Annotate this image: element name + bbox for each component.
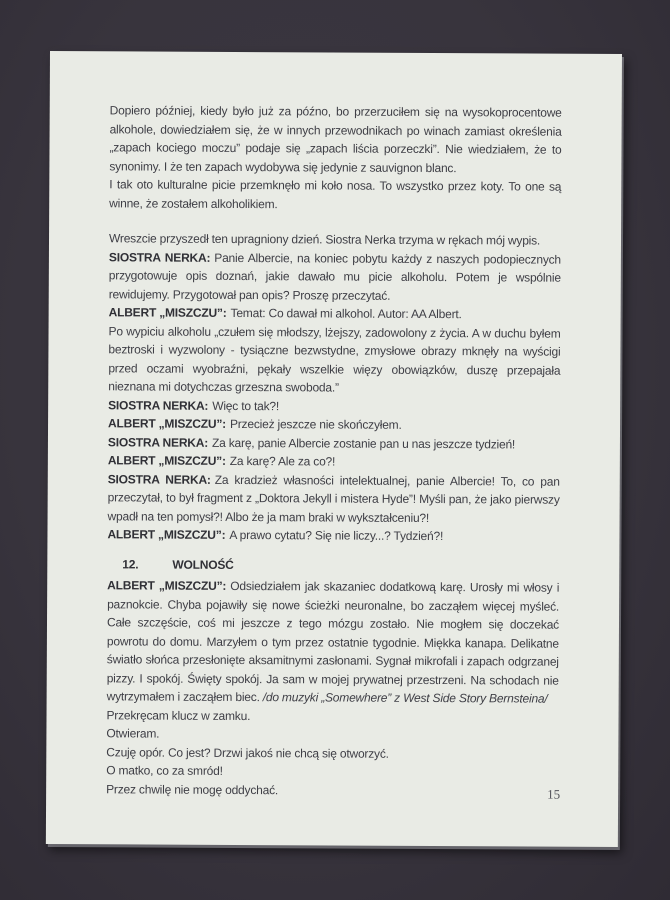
section-number: 12.	[122, 556, 139, 571]
page-content	[106, 101, 562, 800]
narration-text: Otwieram.	[106, 726, 160, 741]
narration-paragraph	[106, 706, 558, 727]
narration-text: Przez chwilę nie mogę oddychać.	[106, 781, 279, 797]
narration-paragraph	[106, 761, 558, 782]
narration-text: O matko, co za smród!	[106, 763, 223, 778]
dialogue-line	[108, 470, 560, 528]
dialogue-line	[108, 396, 560, 417]
dialogue-line	[109, 248, 561, 306]
narration-text: Po wypiciu alkoholu „czułem się młodszy, lżejszy, zadowolony z życia. A w duchu byłem beztroski i wyzwolony - tysiączne bezwstydne, zmysłowe obrazy mknęły na wyścigi przed oczami wyobraźni, pękały wszelkie więzy obowiązków, duszę przepajała nieznana mi dotychczas grzeszna swoboda.”	[108, 323, 561, 395]
speaker-name: SIOSTRA NERKA:	[108, 249, 211, 265]
narration-paragraph	[108, 322, 560, 398]
stage-direction: /do muzyki „Somewhere” z West Side Story Bernsteina/	[262, 690, 548, 706]
dialogue-text: Przecież jeszcze nie skończyłem.	[229, 416, 402, 432]
narration-paragraph	[106, 743, 558, 764]
page-number: 15	[547, 786, 561, 802]
section-title: WOLNOŚĆ	[172, 557, 234, 572]
dialogue-line	[109, 303, 561, 324]
document-page	[46, 51, 622, 847]
narration-text: Czuję opór. Co jest? Drzwi jakoś nie chcą się otworzyć.	[106, 744, 389, 761]
dialogue-text: Temat: Co dawał mi alkohol. Autor: AA Albert.	[230, 305, 462, 322]
narration-paragraph	[109, 101, 561, 177]
narration-paragraph	[109, 175, 561, 214]
speaker-name: ALBERT „MISZCZU”:	[108, 305, 227, 320]
dialogue-text: Panie Albercie, na koniec pobytu każdy z naszych podopiecznych przygotowuje opis doznań, jakie dawało mu picie alkoholu. Potem je wspólnie rewidujemy. Przygotował pan opis? Proszę przeczytać.	[108, 250, 561, 303]
speaker-name: ALBERT „MISZCZU”:	[107, 578, 227, 593]
narration-text: Przekręcam klucz w zamku.	[106, 707, 251, 723]
dialogue-line	[108, 414, 560, 435]
dialogue-line	[108, 433, 560, 454]
section-heading	[107, 555, 559, 576]
speaker-name: SIOSTRA NERKA:	[108, 397, 209, 413]
narration-text: Wreszcie przyszedł ten upragniony dzień. Siostra Nerka trzyma w rękach mój wypis.	[108, 231, 541, 248]
dialogue-text: Odsiedziałem jak skazaniec dodatkową karę. Urosły mi włosy i paznokcie. Chyba pojawiły się nowe ścieżki neuronalne, bo zacząłem więcej myśleć. Całe szczęście, coś mi jeszcze z tego mózgu zostało. Nie mogłem się doczekać powrotu do domu. Marzyłem o tym przez ostatnie tygodnie. Miękka kanapa. Delikatne światło słońca przesłonięte aksamitnymi zasłonami. Sygnał mikrofali i zapach odgrzanej pizzy. I spokój. Święty spokój. Ja sam w mojej prywatnej przestrzeni. Na schodach nie wytrzymałem i zacząłem biec.	[106, 578, 560, 705]
speaker-name: ALBERT „MISZCZU”:	[107, 453, 226, 468]
speaker-name: ALBERT „MISZCZU”:	[107, 527, 226, 542]
dialogue-text: Za kradzież własności intelektualnej, panie Albercie! To, co pan przeczytał, to był fragment z „Doktora Jekyll i mistera Hyde”! Myśli pan, że jako pierwszy wpadł na ten pomysł?! Albo że ja mam braki w wykształceniu?!	[107, 472, 560, 525]
dialogue-line	[108, 451, 560, 472]
dialogue-line	[107, 525, 559, 546]
speaker-name: SIOSTRA NERKA:	[107, 434, 209, 450]
narration-paragraph	[106, 724, 558, 745]
narration-text: I tak oto kulturalne picie przemknęło mi koło nosa. To wszystko przez koty. To one są winne, że zostałem alkoholikiem.	[109, 177, 562, 211]
dialogue-line	[107, 576, 560, 708]
speaker-name: SIOSTRA NERKA:	[107, 471, 211, 487]
narration-text: Dopiero później, kiedy było już za późno, bo przerzuciłem się na wysokoprocentowe alkohole, dowiedziałem się, że w innych przewodnikach po winach zamiast określenia „zapach kociego moczu” podaje się „zapach liścia porzeczki”. Nie wiedziałem, że to synonimy. I że ten zapach wydobywa się jedynie z sauvignon blanc.	[109, 103, 562, 175]
dialogue-text: Więc to tak?!	[212, 398, 280, 413]
narration-paragraph	[109, 229, 561, 250]
dialogue-text: Za karę, panie Albercie zostanie pan u nas jeszcze tydzień!	[212, 435, 516, 451]
speaker-name: ALBERT „MISZCZU”:	[108, 416, 227, 431]
narration-paragraph	[106, 780, 561, 802]
dialogue-text: A prawo cytatu? Się nie liczy...? Tydzień?!	[229, 527, 444, 544]
dialogue-text: Za karę? Ale za co?!	[229, 453, 336, 469]
